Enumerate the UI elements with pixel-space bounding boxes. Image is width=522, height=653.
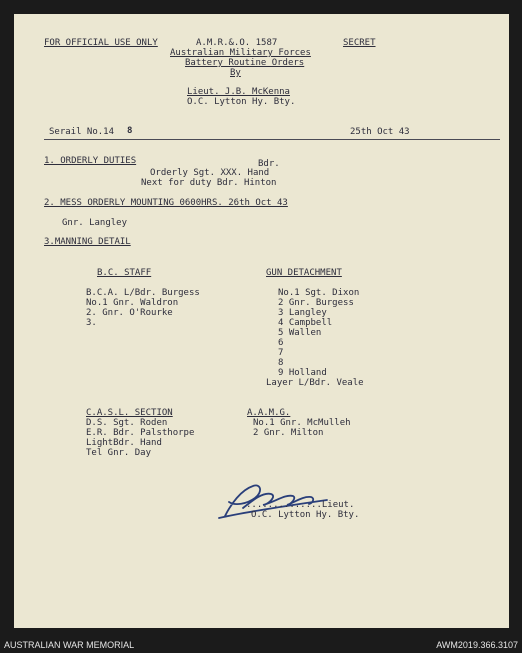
aamg-row: 2 Gnr. Milton: [253, 428, 324, 438]
order-number: A.M.R.&.O. 1587: [196, 38, 278, 48]
header-divider: [44, 139, 500, 140]
orderly-sgt-line: Orderly Sgt. XXX. Hand: [150, 168, 270, 178]
mess-orderly-gunner: Gnr. Langley: [62, 218, 128, 228]
bc-staff-title: B.C. STAFF: [97, 268, 152, 278]
archive-credit: AUSTRALIAN WAR MEMORIAL: [4, 640, 135, 650]
casl-row: E.R. Bdr. Palsthorpe: [86, 428, 195, 438]
casl-row: Tel Gnr. Day: [86, 448, 152, 458]
bc-staff-row: 3.: [86, 318, 97, 328]
serial-number: Serail No.14: [49, 127, 115, 137]
serial-handwritten-mark: 8: [127, 126, 133, 136]
aamg-row: No.1 Gnr. McMulleh: [253, 418, 351, 428]
gun-detachment-title: GUN DETACHMENT: [266, 268, 342, 278]
casl-row: LightBdr. Hand: [86, 438, 162, 448]
gun-detachment-row: 7: [278, 348, 284, 358]
secret-label: SECRET: [343, 38, 376, 48]
casl-section-title: C.A.S.L. SECTION: [86, 408, 173, 418]
unit-name: O.C. Lytton Hy. Bty.: [187, 97, 296, 107]
gun-detachment-row: 9 Holland: [278, 368, 327, 378]
orderly-bdr-note: Bdr.: [258, 159, 280, 169]
official-use-heading: FOR OFFICIAL USE ONLY: [44, 38, 158, 48]
gun-detachment-row: No.1 Sgt. Dixon: [278, 288, 360, 298]
serial-date: 25th Oct 43: [350, 127, 410, 137]
header-line-1: Australian Military Forces: [170, 48, 311, 58]
signature-line: ..............Lieut.: [246, 500, 355, 510]
section-orderly-duties: 1. ORDERLY DUTIES: [44, 156, 137, 166]
signature-unit: O.C. Lytton Hy. Bty.: [251, 510, 360, 520]
aamg-title: A.A.M.G.: [247, 408, 291, 418]
next-for-duty-line: Next for duty Bdr. Hinton: [141, 178, 277, 188]
gun-detachment-row: 5 Wallen: [278, 328, 322, 338]
section-mess-orderly: 2. MESS ORDERLY MOUNTING 0600HRS. 26th Oct 43: [44, 198, 288, 208]
gun-detachment-row: 4 Campbell: [278, 318, 333, 328]
officer-name: Lieut. J.B. McKenna: [187, 87, 290, 97]
header-by: By: [230, 68, 241, 78]
gun-detachment-row: 8: [278, 358, 284, 368]
bc-staff-row: 2. Gnr. O'Rourke: [86, 308, 173, 318]
gun-detachment-row: 3 Langley: [278, 308, 327, 318]
bc-staff-row: No.1 Gnr. Waldron: [86, 298, 179, 308]
gun-detachment-row: 6: [278, 338, 284, 348]
header-line-2: Battery Routine Orders: [185, 58, 305, 68]
casl-row: D.S. Sgt. Roden: [86, 418, 168, 428]
bc-staff-row: B.C.A. L/Bdr. Burgess: [86, 288, 200, 298]
gun-detachment-row: 2 Gnr. Burgess: [278, 298, 354, 308]
archive-reference: AWM2019.366.3107: [436, 640, 518, 650]
section-manning-detail: 3.MANNING DETAIL: [44, 237, 131, 247]
gun-detachment-row: Layer L/Bdr. Veale: [266, 378, 364, 388]
